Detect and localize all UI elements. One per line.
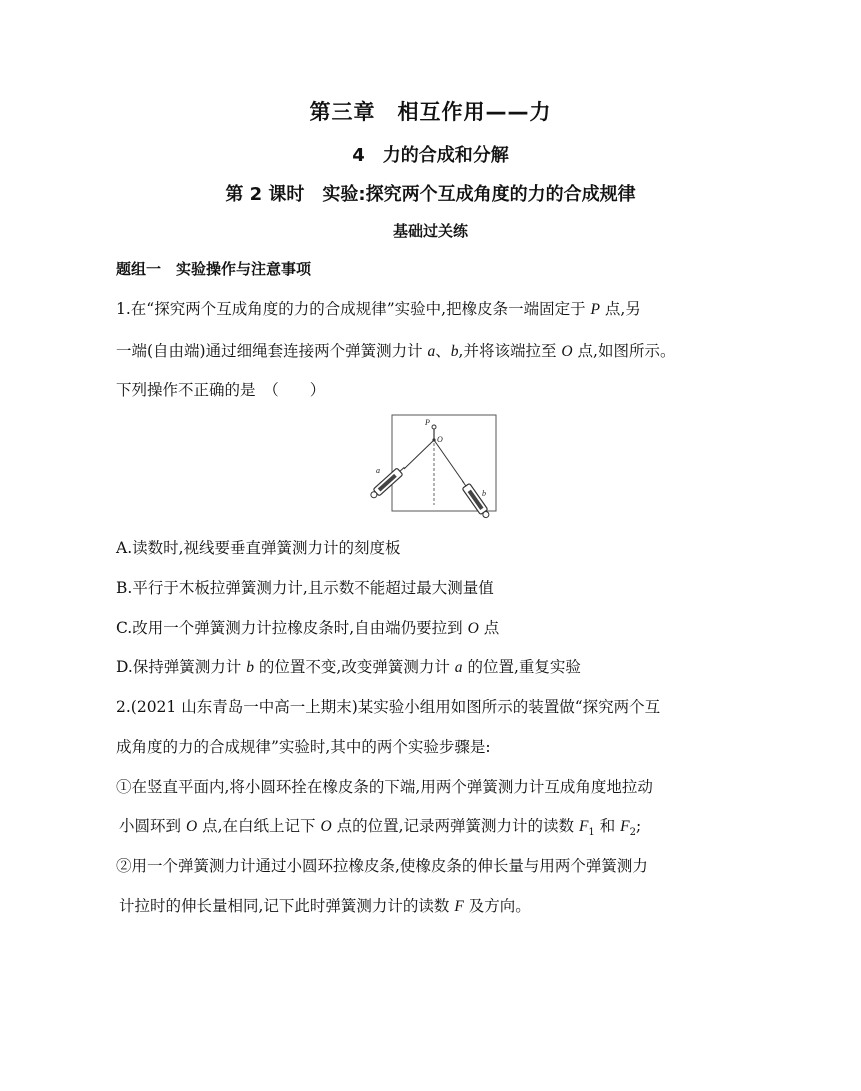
wooden-board [392,415,496,511]
q1-option-a: A.读数时,视线要垂直弹簧测力计的刻度板 [116,539,401,557]
point-p [432,425,436,429]
q2-step-2-line-2: 计拉时的伸长量相同,记下此时弹簧测力计的读数 F 及方向。 [119,897,531,915]
label-p: P [425,418,430,427]
question-group-title: 题组一 实验操作与注意事项 [116,260,312,278]
label-a: a [376,466,380,475]
q1-option-b: B.平行于木板拉弹簧测力计,且示数不能超过最大测量值 [116,579,494,597]
q1-option-c: C.改用一个弹簧测力计拉橡皮条时,自由端仍要拉到 O 点 [116,619,500,637]
q1-stem-line-3: 下列操作不正确的是 （ ） [116,381,326,399]
q1-stem-line-2: 一端(自由端)通过细绳套连接两个弹簧测力计 a、b,并将该端拉至 O 点,如图所示。 [116,342,676,360]
chapter-title: 第三章 相互作用——力 [309,100,552,124]
label-b: b [482,489,486,498]
q2-stem-line-1: 2.(2021 山东青岛一中高一上期末)某实验小组用如图所示的装置做“探究两个互 [116,698,661,716]
lesson-title: 第 2 课时 实验:探究两个互成角度的力的合成规律 [225,184,636,205]
label-o: O [437,435,443,444]
q1-stem-line-1: 1.在“探究两个互成角度的力的合成规律”实验中,把橡皮条一端固定于 P 点,另 [116,300,641,318]
q2-step-1-line-1: ①在竖直平面内,将小圆环拴在橡皮条的下端,用两个弹簧测力计互成角度地拉动 [116,778,653,796]
experiment-figure [364,413,498,523]
q1-option-d: D.保持弹簧测力计 b 的位置不变,改变弹簧测力计 a 的位置,重复实验 [116,658,581,676]
q2-stem-line-2: 成角度的力的合成规律”实验时,其中的两个实验步骤是: [116,738,491,756]
q2-step-2-line-1: ②用一个弹簧测力计通过小圆环拉橡皮条,使橡皮条的伸长量与用两个弹簧测力 [116,857,648,875]
practice-heading: 基础过关练 [392,222,468,240]
section-title: 4 力的合成和分解 [352,145,509,166]
q2-step-1-line-2: 小圆环到 O 点,在白纸上记下 O 点的位置,记录两弹簧测力计的读数 $F_1$ 和 $F_2$; [119,817,642,839]
